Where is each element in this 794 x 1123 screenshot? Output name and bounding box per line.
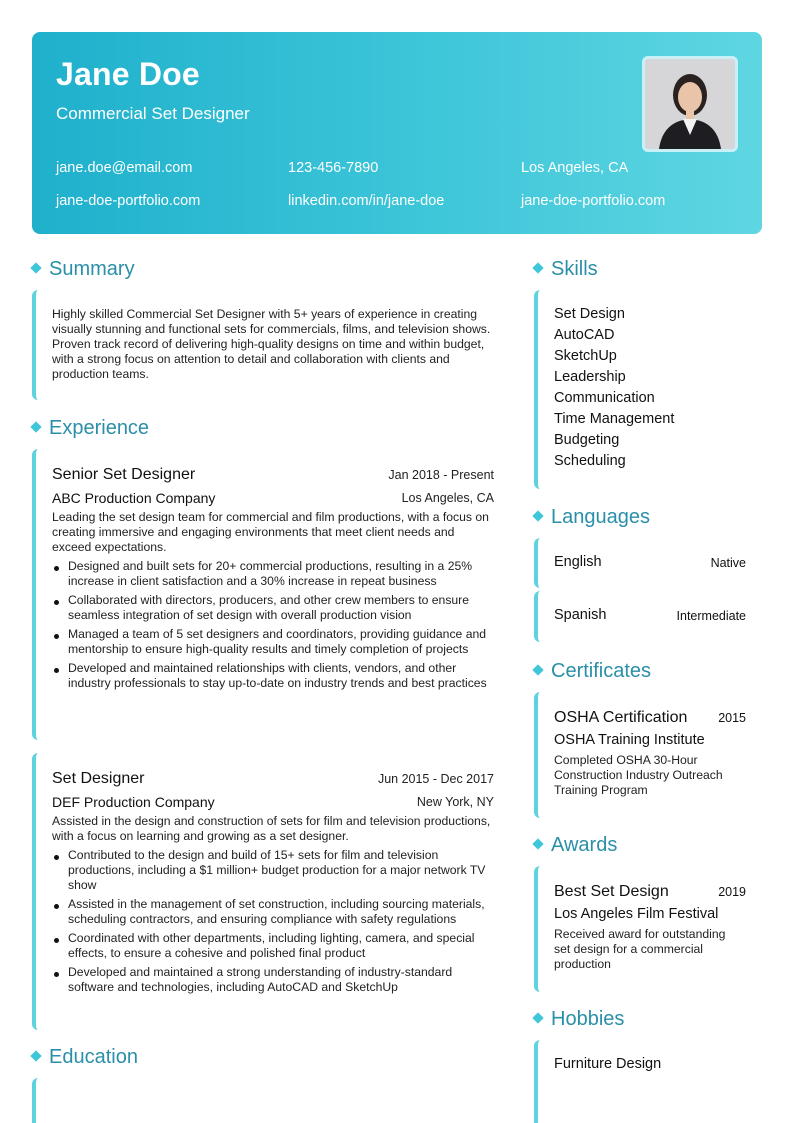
job-bullets [52,559,497,695]
job-dates: Jan 2018 - Present [388,468,494,482]
certificate-year: 2015 [718,711,746,725]
job-company: ABC Production Company [52,490,216,506]
diamond-icon [532,262,543,273]
bullet-item: Developed and maintained a strong understanding of industry-standard software and technologies, including AutoCAD and SketchUp [52,965,497,995]
diamond-icon [30,262,41,273]
hobbies-heading: Hobbies [534,1008,624,1031]
certificate-org: OSHA Training Institute [554,732,705,748]
job-description: Leading the set design team for commercial and film productions, with a focus on creating immersive and engaging environments that meet client needs and exceed expectations. [52,510,489,554]
education-heading: Education [32,1046,138,1069]
skills-block [534,290,746,489]
skill-item: Set Design [554,306,625,322]
bullet-item: Coordinated with other departments, including lighting, camera, and special effects, to ensure a cohesive and polished final product [52,931,497,961]
job-dates: Jun 2015 - Dec 2017 [377,772,494,786]
certificate-title: OSHA Certification [554,709,688,726]
job-bullets [52,848,497,999]
award-org: Los Angeles Film Festival [554,906,719,922]
experience-heading: Experience [32,417,149,440]
summary-block [32,290,494,400]
language-name: English [554,554,602,570]
hobby-item: Furniture Design [554,1056,662,1072]
awards-heading: Awards [534,834,617,857]
email-link[interactable]: jane.doe@email.com [56,160,193,176]
job-company: DEF Production Company [52,794,215,810]
skill-item: SketchUp [554,348,617,364]
bullet-item: Developed and maintained relationships with clients, vendors, and other industry professionals to stay up-to-date on industry trends and best practices [52,661,497,691]
profile-photo [642,56,738,152]
certificate-description: Completed OSHA 30-Hour Construction Industry Outreach Training Program [554,753,723,797]
website-link-2[interactable]: jane-doe-portfolio.com [521,193,666,209]
language-item [534,591,746,642]
bullet-item: Contributed to the design and build of 15+ sets for film and television productions, including a $1 million+ budget production for a major network TV show [52,848,497,893]
language-item [534,538,746,588]
skill-item: Communication [554,390,655,406]
job-location: Los Angeles, CA [401,491,494,505]
experience-item [32,449,494,740]
certificate-item [534,692,746,818]
skills-heading: Skills [534,258,598,281]
diamond-icon [532,510,543,521]
bullet-item: Assisted in the management of set construction, including sourcing materials, scheduling contractors, and ensuring compliance with safety regulations [52,897,497,927]
summary-heading: Summary [32,258,135,281]
profile-photo-image [645,59,735,149]
header-banner [32,32,762,234]
job-description: Assisted in the design and construction of sets for film and television productions, with a focus on learning and growing as a set designer. [52,814,491,843]
diamond-icon [532,838,543,849]
award-item [534,866,746,992]
language-level: Intermediate [676,609,746,623]
award-year: 2019 [718,885,746,899]
job-location: New York, NY [416,795,494,809]
phone-text: 123-456-7890 [288,160,379,176]
summary-text: Highly skilled Commercial Set Designer with 5+ years of experience in creating visually stunning and functional sets for commercials, films, and television shows. Proven track record of delivering high-quality designs on time and within budget, with a strong focus on attention to detail and collaboration with clients and production teams. [52,307,491,381]
bullet-item: Collaborated with directors, producers, and other crew members to ensure seamless integration of set design with overall production vision [52,593,497,623]
bullet-item: Designed and built sets for 20+ commercial productions, resulting in a 25% increase in client satisfaction and a 30% increase in repeat business [52,559,497,589]
languages-heading: Languages [534,506,650,529]
language-level: Native [710,556,746,570]
diamond-icon [532,664,543,675]
candidate-role: Commercial Set Designer [56,104,250,123]
website-link[interactable]: jane-doe-portfolio.com [56,193,201,209]
award-title: Best Set Design [554,883,669,900]
diamond-icon [30,421,41,432]
hobbies-block [534,1040,746,1123]
certificates-heading: Certificates [534,660,651,683]
job-title: Set Designer [52,770,145,787]
bullet-item: Managed a team of 5 set designers and coordinators, providing guidance and mentorship to ensure high-quality results and timely completion of projects [52,627,497,657]
award-description: Received award for outstanding set design for a commercial production [554,927,726,971]
diamond-icon [30,1050,41,1061]
skill-item: Leadership [554,369,626,385]
skill-item: AutoCAD [554,327,615,343]
diamond-icon [532,1012,543,1023]
candidate-name: Jane Doe [56,56,200,92]
experience-item [32,753,494,1030]
language-name: Spanish [554,607,607,623]
skill-item: Scheduling [554,453,626,469]
location-text: Los Angeles, CA [521,160,629,176]
skill-item: Time Management [554,411,675,427]
skill-item: Budgeting [554,432,620,448]
job-title: Senior Set Designer [52,466,196,483]
linkedin-link[interactable]: linkedin.com/in/jane-doe [288,193,445,209]
education-block [32,1078,494,1123]
